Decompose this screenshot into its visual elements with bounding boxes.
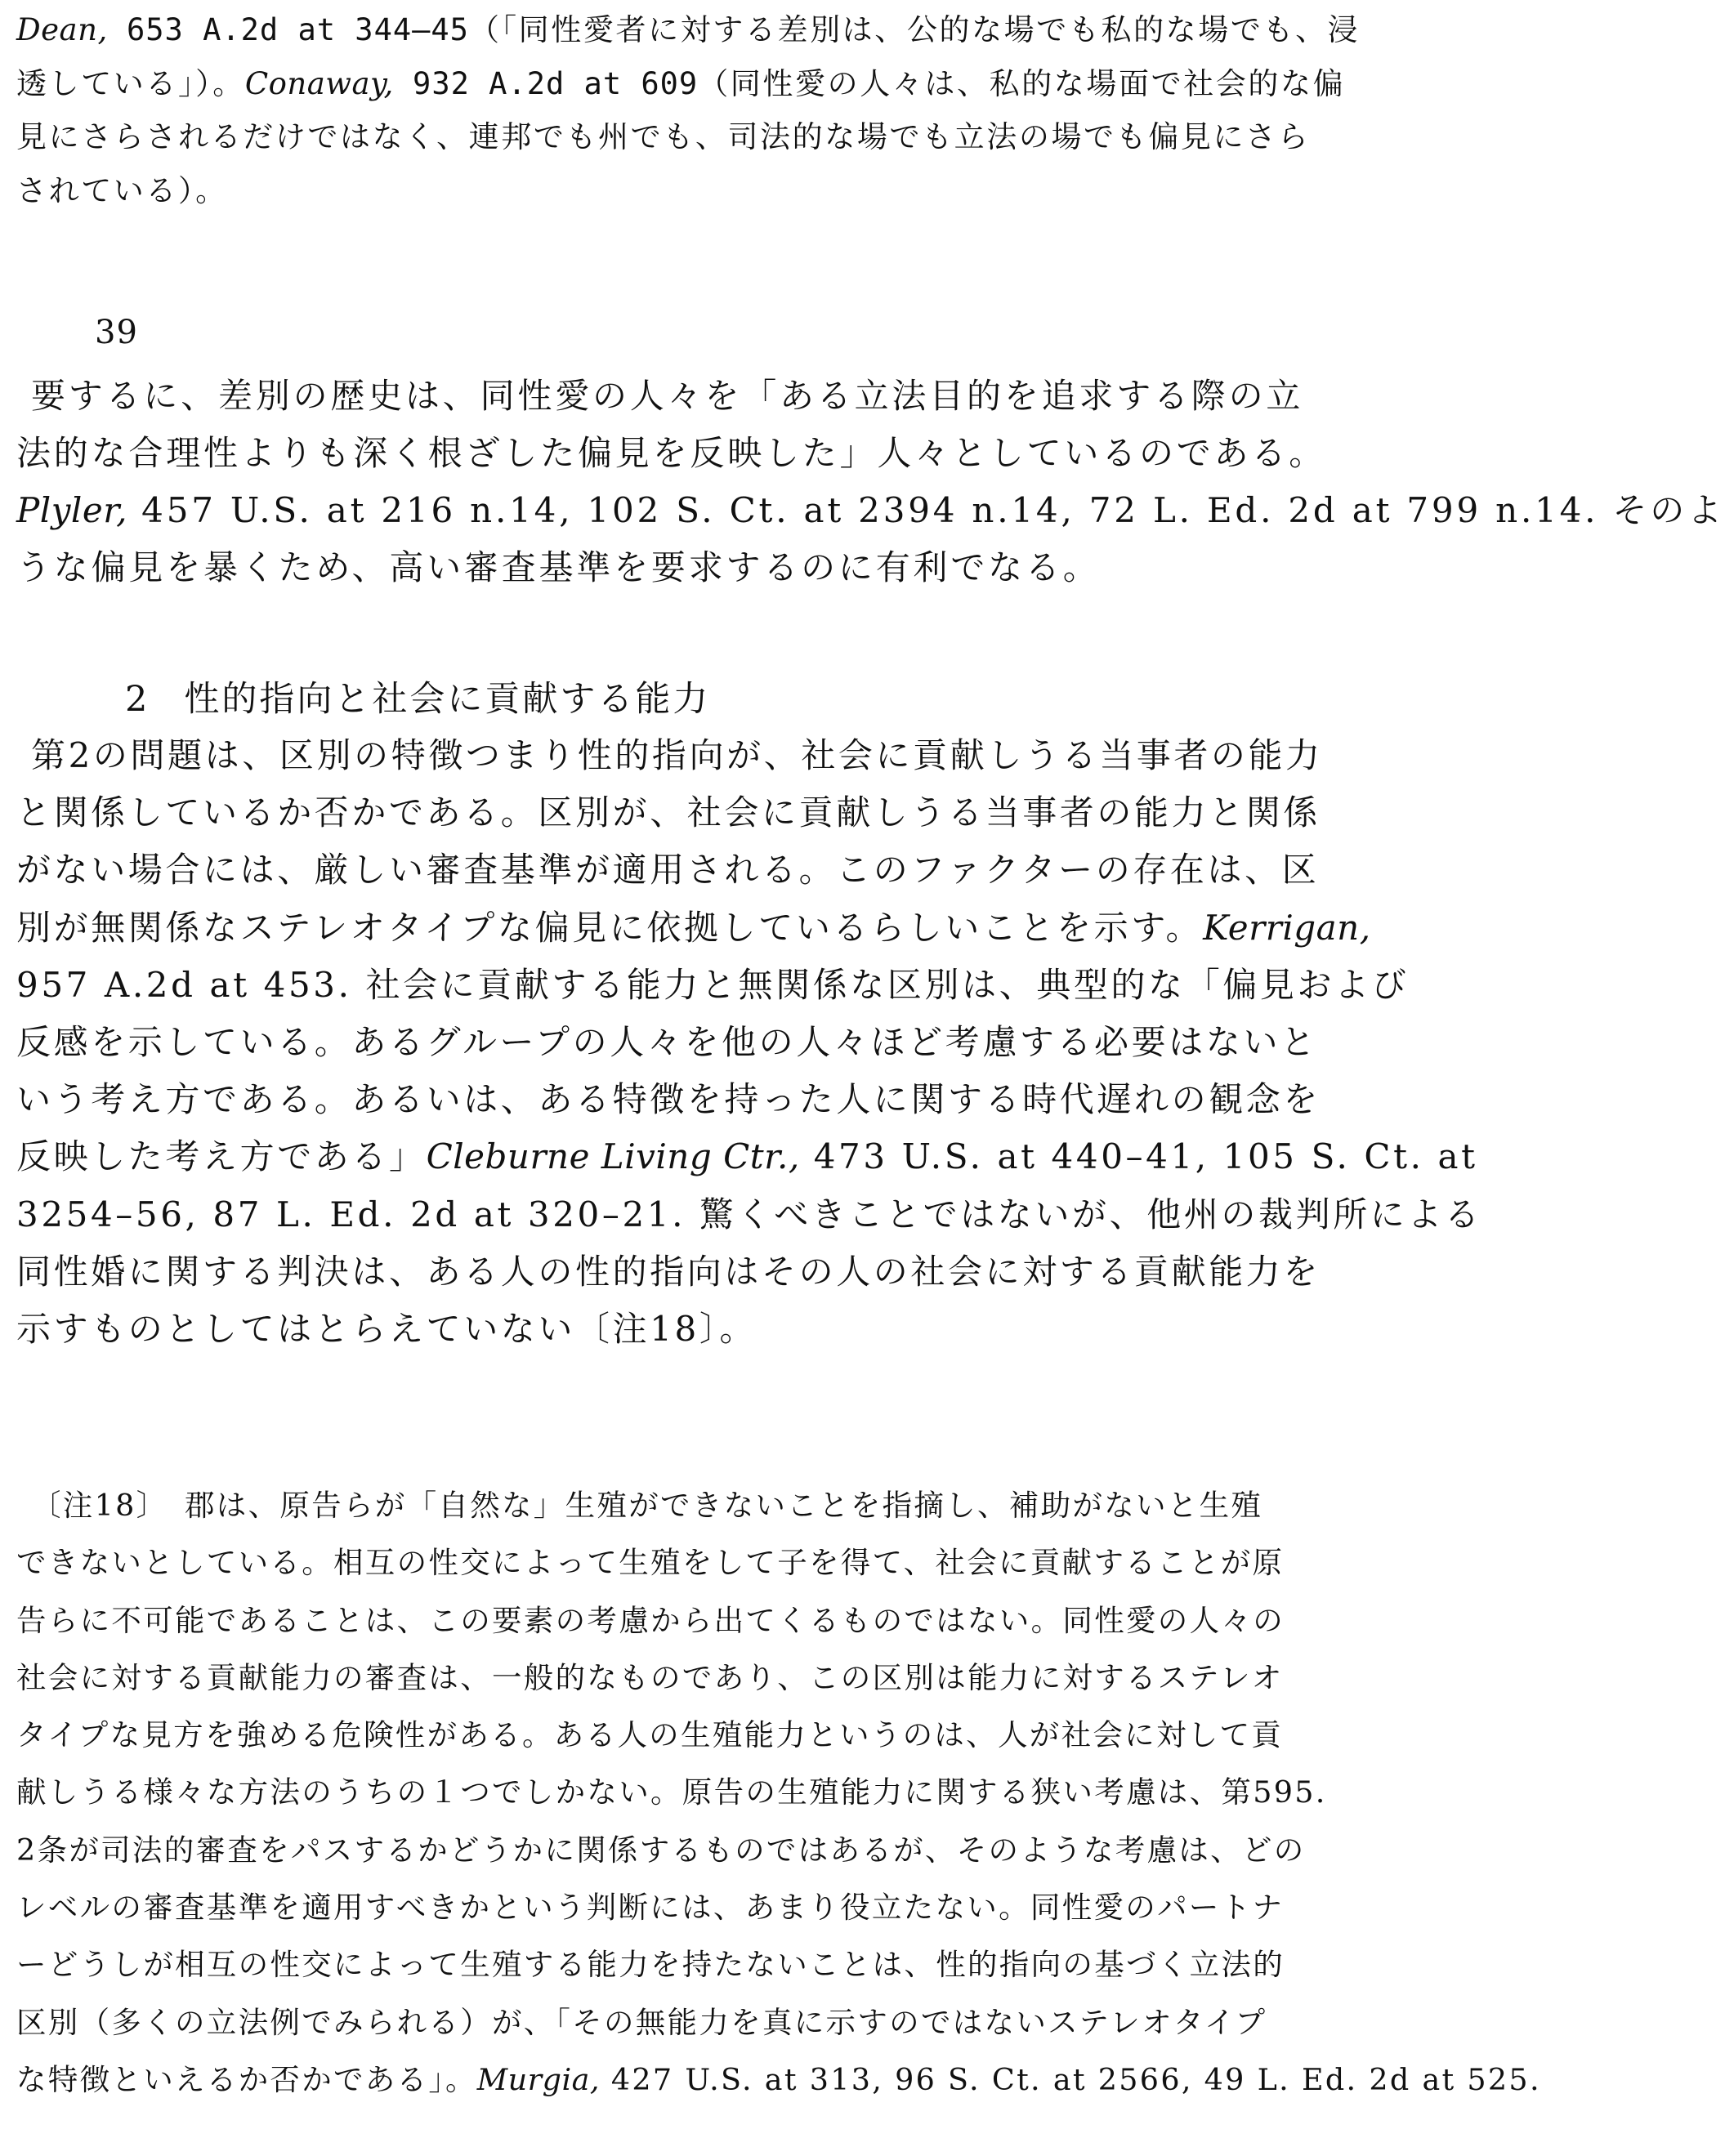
section-title: 性的指向と社会に貢献する能力 (184, 679, 711, 720)
text-line (16, 1014, 1455, 1071)
text-segment: 区別（多くの立法例でみられる）が、「その無能力を真に示すのではないステレオタイプ (16, 2004, 1267, 2040)
text-segment: レベルの審査基準を適用すべきかという判断には、あまり役立たない。同性愛のパートナ (16, 1890, 1285, 1926)
text-line (16, 957, 1455, 1014)
text-line (16, 1707, 1455, 1764)
text-segment: 2条が司法的審査をパスするかどうかに関係するものではあるが、そのような考慮は、どの (16, 1832, 1306, 1868)
text-line (16, 1186, 1482, 1243)
text-line (16, 1071, 1455, 1128)
text-line (16, 539, 1455, 596)
text-segment: 献しうる様々な方法のうちの１つでしかない。原告の生殖能力に関する狭い考慮は、第595. (16, 1774, 1327, 1810)
text-segment: 957 A.2d at 453. 社会に貢献する能力と無関係な区別は、典型的な「偏見および (16, 964, 1410, 1005)
text-line (16, 425, 1455, 482)
text-line (16, 1477, 1455, 1534)
section-heading (125, 672, 710, 721)
text-line (16, 784, 1455, 841)
text-segment: な特徴といえるか否かである」。 (16, 2061, 477, 2097)
citation-name: Cleburne Living Ctr., (426, 1136, 800, 1177)
text-segment: うな偏見を暴くため、高い審査基準を要求するのに有利でなる。 (16, 547, 1101, 587)
text-segment: されている）。 (16, 172, 228, 208)
citation-name: 932 A.2d at 609 (393, 65, 699, 101)
text-line (16, 2051, 1541, 2109)
text-line (16, 1764, 1455, 1821)
citation-name: Dean, (16, 12, 108, 47)
text-line (16, 57, 1455, 111)
text-segment: ーどうしが相互の性交によって生殖する能力を持たないことは、性的指向の基づく立法的 (16, 1947, 1285, 1983)
continued-footnote-text (16, 3, 1455, 217)
text-segment: 〔注18〕 郡は、原告らが「自然な」生殖ができないことを指摘し、補助がないと生殖 (31, 1488, 1263, 1523)
citation-name: Conaway, (244, 65, 394, 101)
text-line (16, 1936, 1455, 1993)
text-segment: 3254–56, 87 L. Ed. 2d at 320–21. 驚くべきことではないが、他州の裁判所による (16, 1194, 1482, 1234)
text-line (16, 368, 1455, 425)
citation-name: Kerrigan, (1203, 907, 1371, 948)
text-segment: 告らに不可能であることは、この要素の考慮から出てくるものではない。同性愛の人々の (16, 1602, 1285, 1638)
text-segment: 示すものとしてはとらえていない〔注18〕。 (16, 1309, 757, 1350)
citation-name: Murgia, (476, 2061, 600, 2097)
text-line (16, 1243, 1455, 1301)
text-segment: 反感を示している。あるグループの人々を他の人々ほど考慮する必要はないと (16, 1022, 1318, 1063)
text-segment: 第2の問題は、区別の特徴つまり性的指向が、社会に貢献しうる当事者の能力 (31, 735, 1323, 775)
section-number: 2 (125, 679, 150, 720)
text-line (16, 841, 1455, 899)
text-segment: 473 U.S. at 440–41, 105 S. Ct. at (799, 1136, 1478, 1177)
text-segment: できないとしている。相互の性交によって生殖をして子を得て、社会に貢献することが原 (16, 1545, 1285, 1581)
section-2-body-text (16, 727, 1482, 1358)
paragraph-number: 39 (95, 314, 138, 351)
text-line (16, 482, 1725, 539)
text-segment: 見にさらされるだけではなく、連邦でも州でも、司法的な場でも立法の場でも偏見にさら (16, 119, 1311, 154)
text-line (16, 1592, 1455, 1649)
text-segment: 反映した考え方である」 (16, 1136, 427, 1177)
text-line (16, 164, 1455, 218)
text-segment: 別が無関係なステレオタイプな偏見に依拠しているらしいことを示す。 (16, 907, 1204, 948)
text-segment: 457 U.S. at 216 n.14, 102 S. Ct. at 2394 n.14, 72 L. Ed. 2d at 799 n.14. そのよ (127, 490, 1725, 530)
text-segment: 427 U.S. at 313, 96 S. Ct. at 2566, 49 L. Ed. 2d at 525. (599, 2061, 1541, 2097)
text-segment: 社会に対する貢献能力の審査は、一般的なものであり、この区別は能力に対するステレオ (16, 1659, 1284, 1695)
text-segment: 透している」）。 (16, 65, 245, 101)
citation-name: 653 A.2d at 344–45 (107, 12, 469, 47)
footnote-18-text (16, 1477, 1541, 2109)
text-segment: いう考え方である。あるいは、ある特徴を持った人に関する時代遅れの観念を (16, 1079, 1321, 1120)
text-segment: がない場合には、厳しい審査基準が適用される。このファクターの存在は、区 (16, 850, 1320, 891)
paragraph-39-text (16, 368, 1725, 596)
text-line (16, 110, 1455, 164)
text-segment: （同性愛の人々は、私的な場面で社会的な偏 (698, 65, 1346, 101)
text-line (16, 1879, 1455, 1936)
text-line (16, 1301, 1455, 1358)
text-segment: 法的な合理性よりも深く根ざした偏見を反映した」人々としているのである。 (16, 433, 1327, 473)
text-segment: と関係しているか否かである。区別が、社会に貢献しうる当事者の能力と関係 (16, 792, 1321, 833)
text-line (16, 899, 1455, 957)
citation-name: Plyler, (16, 490, 128, 530)
text-segment: （「同性愛者に対する差別は、公的な場でも私的な場でも、浸 (468, 12, 1361, 47)
text-segment: 要するに、差別の歴史は、同性愛の人々を「ある立法目的を追求する際の立 (31, 376, 1304, 416)
text-line (16, 1534, 1455, 1591)
text-segment: 同性婚に関する判決は、ある人の性的指向はその人の社会に対する貢献能力を (16, 1251, 1321, 1292)
text-line (16, 1128, 1478, 1185)
text-line (16, 727, 1455, 784)
text-line (16, 1822, 1455, 1879)
text-line (16, 1994, 1455, 2051)
text-segment: タイプな見方を強める危険性がある。ある人の生殖能力というのは、人が社会に対して貢 (16, 1717, 1284, 1753)
text-line (16, 1649, 1455, 1707)
text-line (16, 3, 1455, 57)
